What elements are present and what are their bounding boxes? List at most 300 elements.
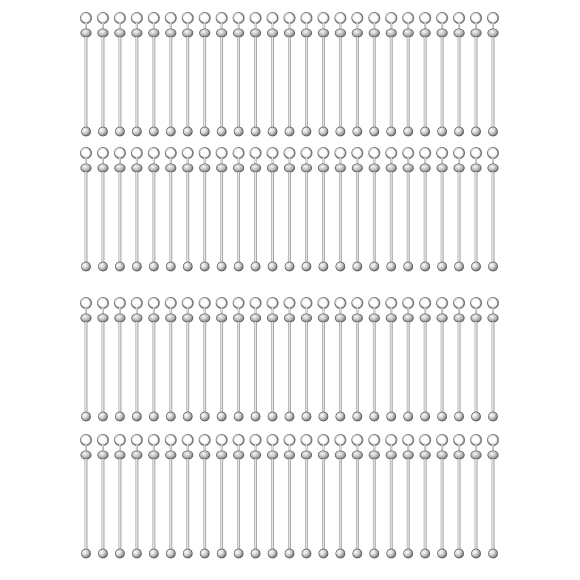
- pin-neck: [136, 308, 138, 314]
- pin-ball: [319, 127, 328, 136]
- pin: [233, 298, 243, 421]
- pin-loop-highlight: [115, 13, 123, 21]
- pin-ball: [183, 412, 192, 421]
- pin-ball: [285, 262, 294, 271]
- pin: [352, 148, 362, 271]
- pin-ball: [166, 549, 175, 558]
- pin-rod: [441, 459, 444, 550]
- pin-neck: [322, 308, 324, 314]
- pin-group: [81, 13, 498, 136]
- pin-ball: [268, 412, 277, 421]
- pin-neck: [255, 23, 257, 29]
- pin-bead: [149, 451, 159, 459]
- pin: [488, 148, 498, 271]
- pin-ball: [268, 549, 277, 558]
- pin-neck: [492, 445, 494, 451]
- pin-ball: [302, 412, 311, 421]
- pin-ball: [387, 412, 396, 421]
- pin-bead: [200, 164, 210, 172]
- pin-loop-highlight: [166, 435, 174, 443]
- pin-bead: [183, 314, 193, 322]
- pin-neck: [102, 23, 104, 29]
- pin-rod: [169, 459, 172, 550]
- pin-ball: [319, 412, 328, 421]
- pin-bead: [284, 451, 294, 459]
- pin-bead: [403, 164, 413, 172]
- pin-neck: [373, 308, 375, 314]
- pin-ball: [387, 549, 396, 558]
- pin-loop-highlight: [234, 13, 242, 21]
- pin-group: [81, 435, 498, 558]
- pin-bead: [183, 451, 193, 459]
- pin-rod: [492, 37, 495, 128]
- pin-rod: [458, 37, 461, 128]
- pin-bead: [115, 314, 125, 322]
- pin-ball: [200, 412, 209, 421]
- pin-bead: [200, 29, 210, 37]
- pin: [318, 13, 328, 136]
- pin-ball: [200, 262, 209, 271]
- pin-ball: [81, 127, 90, 136]
- pin-neck: [170, 158, 172, 164]
- pin-bead: [488, 314, 498, 322]
- pin: [369, 298, 379, 421]
- pin-loop-highlight: [98, 435, 106, 443]
- pin-ball: [488, 262, 497, 271]
- pin-neck: [153, 445, 155, 451]
- pin-neck: [136, 23, 138, 29]
- pin-bead: [318, 314, 328, 322]
- pin-neck: [272, 158, 274, 164]
- pin-neck: [170, 308, 172, 314]
- pin-ball: [234, 412, 243, 421]
- pin: [352, 13, 362, 136]
- pin-rod: [475, 322, 478, 413]
- pin-bead: [369, 314, 379, 322]
- pin: [471, 13, 481, 136]
- pin-ball: [115, 412, 124, 421]
- pin-neck: [424, 158, 426, 164]
- pin-rod: [356, 459, 359, 550]
- pin-rod: [441, 37, 444, 128]
- pin-rod: [186, 37, 189, 128]
- pin: [216, 298, 226, 421]
- pin-ball: [302, 262, 311, 271]
- pin: [454, 298, 464, 421]
- pin-ball: [421, 549, 430, 558]
- pin-neck: [170, 23, 172, 29]
- pin-neck: [238, 158, 240, 164]
- pin-bead: [318, 29, 328, 37]
- pin: [216, 13, 226, 136]
- pin-neck: [339, 23, 341, 29]
- pin-bead: [301, 451, 311, 459]
- pin-neck: [390, 23, 392, 29]
- pin-bead: [284, 29, 294, 37]
- pin-neck: [407, 158, 409, 164]
- pin-rod: [390, 37, 393, 128]
- pin-ball: [183, 127, 192, 136]
- pin-neck: [390, 308, 392, 314]
- pin-neck: [289, 23, 291, 29]
- pin-ball: [404, 412, 413, 421]
- pin-rod: [220, 37, 223, 128]
- pin-rod: [271, 459, 274, 550]
- pin-ball: [370, 262, 379, 271]
- pin: [115, 298, 125, 421]
- pin: [81, 298, 91, 421]
- pin-bead: [98, 164, 108, 172]
- pin-bead: [335, 164, 345, 172]
- pin-bead: [454, 451, 464, 459]
- pin-rod: [119, 322, 122, 413]
- pin-rod: [169, 172, 172, 263]
- pin-loop-highlight: [454, 435, 462, 443]
- pin-ball: [81, 262, 90, 271]
- pin-neck: [102, 445, 104, 451]
- pin-loop-highlight: [149, 13, 157, 21]
- pin-bead: [132, 451, 142, 459]
- pin-rod: [271, 37, 274, 128]
- pin-rod: [85, 322, 88, 413]
- pin: [81, 435, 91, 558]
- pin-loop-highlight: [98, 13, 106, 21]
- pin-loop-highlight: [454, 298, 462, 306]
- pin-rod: [152, 322, 155, 413]
- pin-bead: [454, 314, 464, 322]
- pin: [352, 435, 362, 558]
- pin-loop-highlight: [488, 13, 496, 21]
- pin-loop-highlight: [234, 298, 242, 306]
- pin-ball: [251, 262, 260, 271]
- pin: [420, 13, 430, 136]
- pin-rod: [102, 322, 105, 413]
- pin-ball: [234, 262, 243, 271]
- pin-rod: [135, 37, 138, 128]
- pin-bead: [386, 314, 396, 322]
- pin-neck: [305, 23, 307, 29]
- pin-rod: [119, 459, 122, 550]
- pin-neck: [475, 23, 477, 29]
- pin: [284, 298, 294, 421]
- pin: [183, 298, 193, 421]
- pin-ball: [353, 262, 362, 271]
- pin-loop-highlight: [132, 298, 140, 306]
- pin: [420, 298, 430, 421]
- pin-ball: [217, 549, 226, 558]
- pin-loop-highlight: [285, 148, 293, 156]
- pin-ball: [438, 549, 447, 558]
- pin-ball: [336, 412, 345, 421]
- pin: [98, 298, 108, 421]
- pin-group: [81, 148, 498, 271]
- pin-bead: [149, 29, 159, 37]
- pin: [166, 298, 176, 421]
- pin-bead: [98, 451, 108, 459]
- pin-neck: [458, 445, 460, 451]
- pin-loop-highlight: [285, 298, 293, 306]
- pin-ball: [421, 262, 430, 271]
- pin-neck: [475, 308, 477, 314]
- pin-bead: [216, 164, 226, 172]
- pin-rod: [102, 172, 105, 263]
- pin-neck: [339, 445, 341, 451]
- pin-bead: [471, 29, 481, 37]
- pin-loop-highlight: [386, 148, 394, 156]
- pin-ball: [251, 127, 260, 136]
- pin-loop-highlight: [471, 435, 479, 443]
- pin: [301, 13, 311, 136]
- pin: [471, 435, 481, 558]
- pin-neck: [356, 308, 358, 314]
- pin-neck: [238, 308, 240, 314]
- pin-loop-highlight: [488, 148, 496, 156]
- pin-rod: [305, 37, 308, 128]
- pin-bead: [352, 164, 362, 172]
- pin-loop-highlight: [81, 13, 89, 21]
- pin-ball: [98, 262, 107, 271]
- pin-loop-highlight: [336, 298, 344, 306]
- pin-rod: [305, 172, 308, 263]
- pin-bead: [98, 29, 108, 37]
- pin-rod: [458, 459, 461, 550]
- pin: [98, 13, 108, 136]
- pin-loop-highlight: [369, 148, 377, 156]
- pin-rod: [135, 459, 138, 550]
- pin-rod: [186, 459, 189, 550]
- pin: [81, 148, 91, 271]
- pin-bead: [284, 314, 294, 322]
- pin-bead: [250, 164, 260, 172]
- pin-loop-highlight: [454, 148, 462, 156]
- pin: [386, 298, 396, 421]
- pin-rod: [237, 37, 240, 128]
- pin-neck: [356, 158, 358, 164]
- pin-neck: [119, 308, 121, 314]
- pin-loop-highlight: [234, 148, 242, 156]
- pin: [403, 148, 413, 271]
- pin-loop-highlight: [200, 435, 208, 443]
- pin: [216, 435, 226, 558]
- pin-rod: [102, 37, 105, 128]
- pin-neck: [305, 445, 307, 451]
- pin-rod: [288, 322, 291, 413]
- pin-loop-highlight: [471, 298, 479, 306]
- pin-rod: [339, 322, 342, 413]
- pin-neck: [119, 23, 121, 29]
- pin-loop-highlight: [183, 13, 191, 21]
- pin-ball: [81, 549, 90, 558]
- pin-loop-highlight: [319, 435, 327, 443]
- pin-bead: [149, 164, 159, 172]
- pin-neck: [85, 23, 87, 29]
- pin-bead: [200, 451, 210, 459]
- pin-loop-highlight: [302, 148, 310, 156]
- pin-bead: [166, 314, 176, 322]
- pin-ball: [115, 549, 124, 558]
- pin-loop-highlight: [319, 13, 327, 21]
- pin-rod: [152, 459, 155, 550]
- pin-neck: [221, 158, 223, 164]
- pin-ball: [132, 549, 141, 558]
- pin: [488, 435, 498, 558]
- pin-bead: [369, 29, 379, 37]
- pin-ball: [132, 262, 141, 271]
- pin-neck: [187, 308, 189, 314]
- pin: [335, 435, 345, 558]
- pin-neck: [373, 445, 375, 451]
- pin-bead: [183, 29, 193, 37]
- pin-loop-highlight: [437, 298, 445, 306]
- pin-bead: [420, 314, 430, 322]
- pin-loop-highlight: [386, 435, 394, 443]
- pin: [386, 13, 396, 136]
- pin: [437, 298, 447, 421]
- pin-neck: [153, 308, 155, 314]
- pin-loop-highlight: [217, 298, 225, 306]
- pin-neck: [424, 445, 426, 451]
- pin-loop-highlight: [183, 435, 191, 443]
- pin: [420, 148, 430, 271]
- pin-loop-highlight: [488, 298, 496, 306]
- pin-neck: [475, 158, 477, 164]
- pin-rod: [424, 459, 427, 550]
- pin-loop-highlight: [302, 298, 310, 306]
- pin-neck: [221, 308, 223, 314]
- pin-ball: [234, 127, 243, 136]
- pin-rod: [271, 322, 274, 413]
- pin-rod: [441, 322, 444, 413]
- pin-rod: [119, 37, 122, 128]
- pin-ball: [454, 412, 463, 421]
- pin-loop-highlight: [336, 435, 344, 443]
- pin-neck: [441, 308, 443, 314]
- pin-rod: [390, 459, 393, 550]
- pin-loop-highlight: [353, 148, 361, 156]
- pin-rod: [220, 172, 223, 263]
- pin-bead: [250, 314, 260, 322]
- pin-loop-highlight: [115, 148, 123, 156]
- pin-ball: [454, 127, 463, 136]
- pin: [149, 298, 159, 421]
- pin-group: [81, 298, 498, 421]
- pin-ball: [353, 127, 362, 136]
- pin-bead: [335, 314, 345, 322]
- pin: [200, 13, 210, 136]
- pin-rod: [322, 37, 325, 128]
- pin-ball: [132, 412, 141, 421]
- pin-bead: [403, 29, 413, 37]
- pin-neck: [187, 158, 189, 164]
- pin-bead: [352, 451, 362, 459]
- pin-ball: [421, 127, 430, 136]
- pin-bead: [233, 29, 243, 37]
- pin-rod: [254, 322, 257, 413]
- pin-ball: [454, 549, 463, 558]
- pin-loop-highlight: [200, 298, 208, 306]
- pin: [437, 148, 447, 271]
- pin-neck: [339, 158, 341, 164]
- pin: [149, 435, 159, 558]
- pin-neck: [238, 445, 240, 451]
- pin-rod: [492, 459, 495, 550]
- pin-rod: [305, 322, 308, 413]
- pin-neck: [289, 158, 291, 164]
- pin-loop-highlight: [132, 13, 140, 21]
- pin-rod: [458, 322, 461, 413]
- pin-rod: [288, 37, 291, 128]
- pin-rod: [339, 459, 342, 550]
- pin: [318, 435, 328, 558]
- pin-loop-highlight: [386, 13, 394, 21]
- pin: [250, 298, 260, 421]
- pin-rod: [186, 322, 189, 413]
- pin-bead: [420, 29, 430, 37]
- pin-loop-highlight: [166, 13, 174, 21]
- pin-ball: [387, 127, 396, 136]
- pin: [149, 148, 159, 271]
- pin-neck: [119, 158, 121, 164]
- pin: [166, 13, 176, 136]
- pin-neck: [187, 23, 189, 29]
- pin-rod: [102, 459, 105, 550]
- pin: [183, 148, 193, 271]
- pin-bead: [81, 29, 91, 37]
- pin-neck: [492, 308, 494, 314]
- pin: [166, 435, 176, 558]
- pin: [488, 298, 498, 421]
- pin-bead: [318, 451, 328, 459]
- pin-bead: [149, 314, 159, 322]
- pin: [115, 13, 125, 136]
- pin-neck: [492, 158, 494, 164]
- pin: [386, 148, 396, 271]
- pin-bead: [386, 164, 396, 172]
- pin-rod: [85, 459, 88, 550]
- pin-rod: [339, 172, 342, 263]
- pin-rod: [356, 322, 359, 413]
- pin: [183, 13, 193, 136]
- pin-loop-highlight: [437, 13, 445, 21]
- pin-bead: [115, 164, 125, 172]
- pin-neck: [305, 158, 307, 164]
- pin-ball: [183, 262, 192, 271]
- pin-loop-highlight: [115, 298, 123, 306]
- pin-neck: [221, 445, 223, 451]
- pin-loop-highlight: [403, 148, 411, 156]
- pin-ball: [336, 549, 345, 558]
- pin: [403, 13, 413, 136]
- pin-ball: [387, 262, 396, 271]
- pin-ball: [353, 412, 362, 421]
- pin: [420, 435, 430, 558]
- pin-loop-highlight: [183, 148, 191, 156]
- pin: [403, 298, 413, 421]
- pin-bead: [115, 451, 125, 459]
- pin: [284, 435, 294, 558]
- pin-neck: [305, 308, 307, 314]
- pin-bead: [386, 451, 396, 459]
- pin-neck: [255, 308, 257, 314]
- pin-neck: [272, 23, 274, 29]
- pin-neck: [322, 445, 324, 451]
- pin: [183, 435, 193, 558]
- pin: [301, 298, 311, 421]
- pin-rod: [152, 37, 155, 128]
- pin-neck: [492, 23, 494, 29]
- pin-neck: [441, 23, 443, 29]
- pin-rod: [407, 172, 410, 263]
